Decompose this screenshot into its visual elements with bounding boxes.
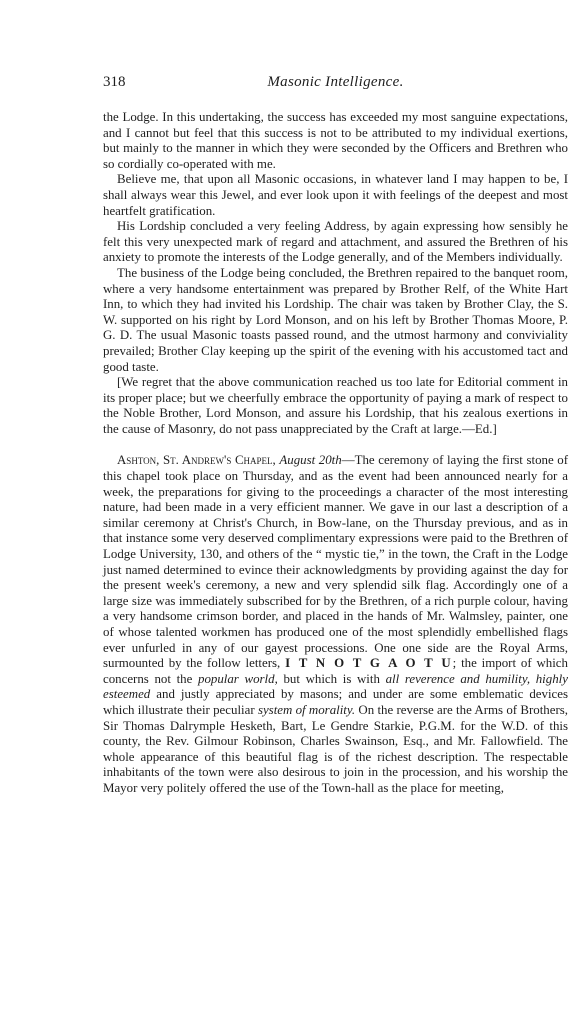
paragraph-editorial-note: [We regret that the above communication reached us too late for Editorial comment in its proper place; but we cheerfully embrace the opportunity of paying a mark of respect to the Noble Brother, Lord Monson, and assure his Lordship, that his zealous exertions in the cause of Masonry, do not pass unappreciated by the Craft at large.—Ed.] xyxy=(103,375,568,436)
paragraph-continued: the Lodge. In this undertaking, the success has exceeded my most sanguine expectations, and I cannot but feel that this success is not to be attributed to my individual exertions, but mainly to the manner in which they were seconded by the Officers and Brethren who so cordially co-operated with me. xyxy=(103,110,568,171)
paragraph-jewel: Believe me, that upon all Masonic occasions, in whatever land I may happen to be, I shall always wear this Jewel, and ever look upon it with feelings of the deepest and most heartfelt gratification. xyxy=(103,172,568,218)
text-segment: —The ceremony of laying the first stone of this chapel took place on Thursday, and as the event had been announced nearly for a week, the preparations for giving to the proceedings a character of the most interesting nature, had been made in a very efficient manner. We gave in our last a description of a similar ceremony at Christ's Church, in Bow-lane, on the Thursday previous, and as in that instance some very deserved complimentary expressions were paid to the Brethren of Lodge University, 130, and others of the “ mystic tie,” in the town, the Craft in the Lodge just named determined to evince their acknowledgments by providing against the day for the present week's ceremony, a new and very splendid silk flag. Accordingly one of a large size was immediately subscribed for by the Brethren, of a rich purple colour, having a very handsome crimson border, and placed in the hands of Mr. Walmsley, painter, one of whose talented workmen has produced one of the most splendidly embellished flags ever unfurled in any of our gayest processions. One one side are the Royal Arms, surmounted by the follow letters, xyxy=(103,453,569,671)
flag-letters: I T N O T G A O T U xyxy=(285,656,453,671)
running-head xyxy=(103,72,568,92)
text-segment: and justly appreciated by masons; and under are some emblematic devices which illustrate their peculiar xyxy=(103,687,568,717)
italic-phrase: all reverence and humility, highly esteemed xyxy=(103,671,568,702)
article-heading-date: August 20th xyxy=(279,453,342,468)
running-title: Masonic Intelligence. xyxy=(267,74,404,90)
article-heading-place: Ashton, St. Andrew's Chapel, xyxy=(117,453,276,468)
paragraph-ashton-chapel xyxy=(103,453,568,796)
italic-phrase: system of morality. xyxy=(257,702,356,717)
paragraph-banquet: The business of the Lodge being concluded, the Brethren repaired to the banquet room, where a very handsome entertainment was prepared by Brother Relf, of the White Hart Inn, to which they had invited his Lordship. The chair was taken by Brother Clay, the S. W. supported on his right by Lord Monson, and on his left by Brother Thomas Moore, P. G. D. The usual Masonic toasts passed round, and the utmost harmony and conviviality prevailed; Brother Clay keeping up the spirit of the evening with his accustomed tact and good taste. xyxy=(103,265,568,374)
italic-phrase: popular world, xyxy=(198,671,278,686)
body-text xyxy=(103,110,568,797)
text-segment: but which is with xyxy=(283,671,380,686)
paragraph-lordship-address: His Lordship concluded a very feeling Address, by again expressing how sensibly he felt this very unexpected mark of regard and attachment, and assured the Brethren of his anxiety to promote the interests of the Lodge generally, and of the Members individually. xyxy=(103,219,568,265)
page-number: 318 xyxy=(103,74,126,90)
text-segment: On the reverse are the Arms of Brothers, Sir Thomas Dalrymple Hesketh, Bart, Le Gendre Starkie, P.G.M. for the W.D. of this county, the Rev. Gilmour Robinson, Charles Swainson, Esq., and Mr. Fallowfield. The whole appearance of this beautiful flag is of the richest description. The respectable inhabitants of the town were also desirous to join in the procession, and his worship the Mayor very politely offered the use of the Town-hall as the place for meeting, xyxy=(103,702,568,795)
text-segment: ; the import of which concerns not the xyxy=(103,656,568,686)
